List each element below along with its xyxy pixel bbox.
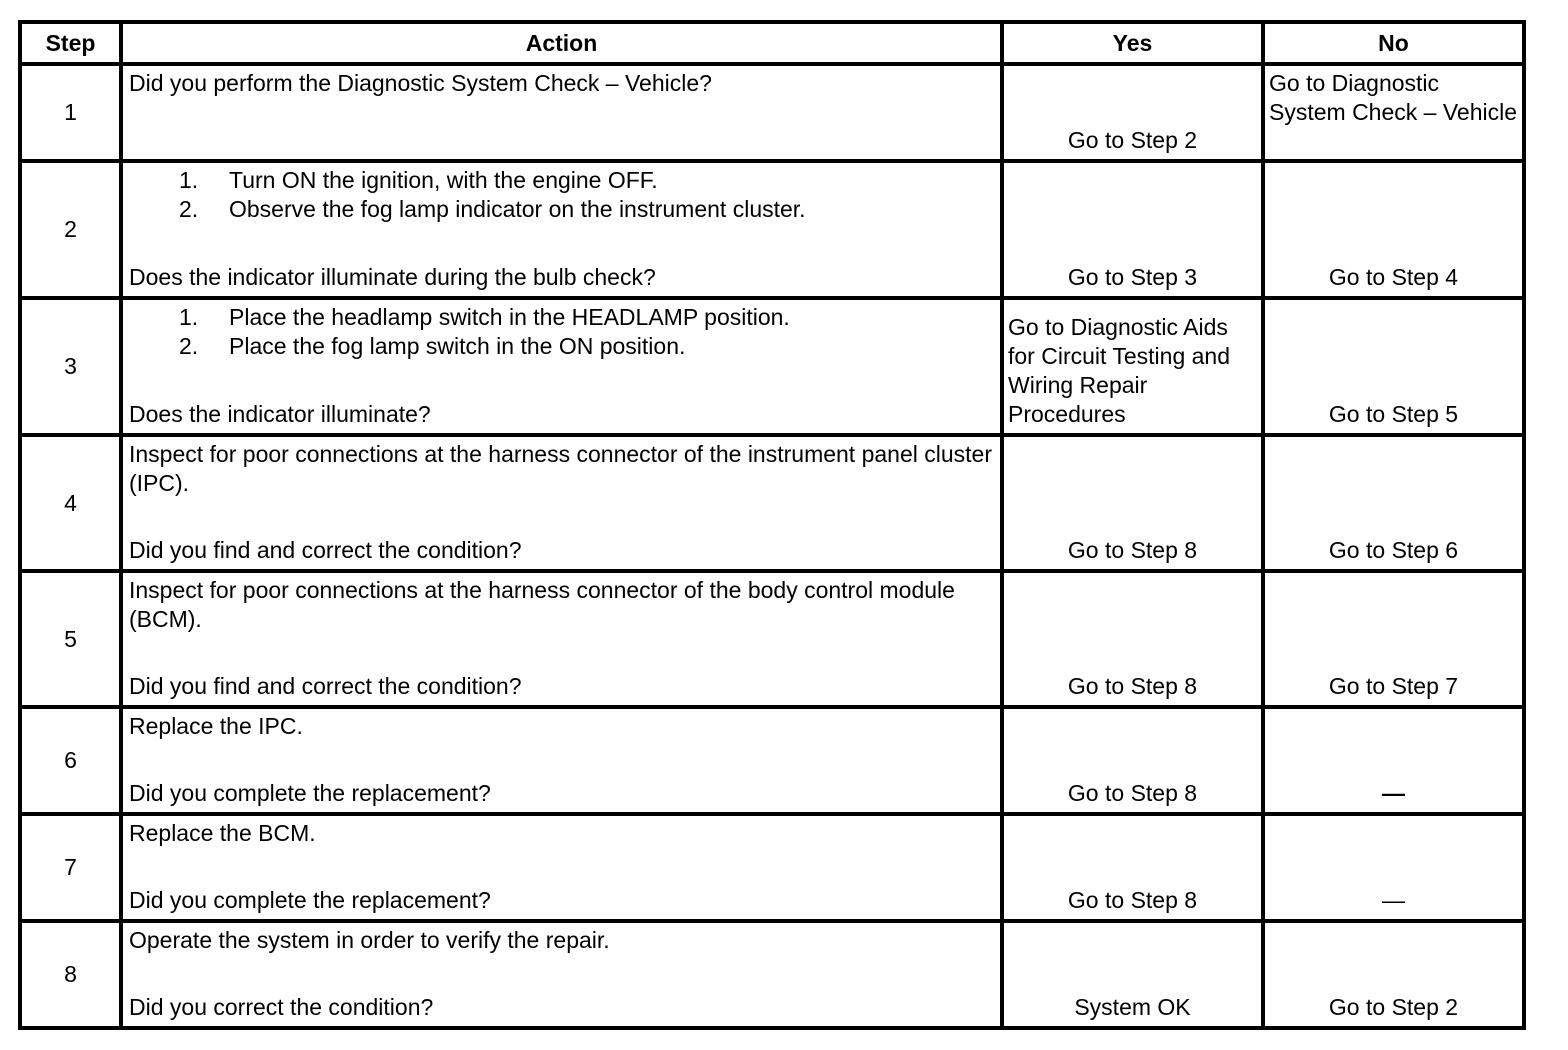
action-question: Does the indicator illuminate? — [129, 401, 431, 427]
action-list — [129, 303, 994, 361]
no-cell: Go to Step 4 — [1263, 161, 1524, 298]
list-text: Place the headlamp switch in the HEADLAMP position. — [229, 304, 790, 330]
list-item — [129, 303, 994, 332]
action-cell — [121, 571, 1002, 707]
no-cell: — — [1263, 707, 1524, 814]
header-yes: Yes — [1002, 22, 1263, 64]
action-question: Did you complete the replacement? — [129, 887, 491, 913]
yes-cell: Go to Step 8 — [1002, 435, 1263, 571]
diagnostic-table — [18, 20, 1526, 1030]
no-cell: Go to Step 6 — [1263, 435, 1524, 571]
yes-cell: System OK — [1002, 921, 1263, 1028]
header-step: Step — [20, 22, 121, 64]
action-cell — [121, 435, 1002, 571]
list-text: Observe the fog lamp indicator on the instrument cluster. — [229, 196, 806, 222]
list-item — [129, 166, 994, 195]
header-no: No — [1263, 22, 1524, 64]
table-row — [20, 298, 1524, 435]
header-row — [20, 22, 1524, 64]
action-cell — [121, 64, 1002, 161]
action-question: Did you find and correct the condition? — [129, 537, 522, 563]
step-number: 8 — [20, 921, 121, 1028]
step-number: 1 — [20, 64, 121, 161]
table-row — [20, 707, 1524, 814]
action-cell — [121, 707, 1002, 814]
action-cell — [121, 814, 1002, 921]
header-action: Action — [121, 22, 1002, 64]
action-cell — [121, 161, 1002, 298]
action-cell — [121, 298, 1002, 435]
table-row — [20, 921, 1524, 1028]
yes-cell: Go to Step 8 — [1002, 707, 1263, 814]
table-row — [20, 814, 1524, 921]
no-cell: Go to Diagnostic System Check – Vehicle — [1263, 64, 1524, 161]
yes-cell: Go to Step 8 — [1002, 571, 1263, 707]
step-number: 4 — [20, 435, 121, 571]
step-number: 7 — [20, 814, 121, 921]
action-text: Did you perform the Diagnostic System Check – Vehicle? — [129, 70, 712, 96]
no-cell: — — [1263, 814, 1524, 921]
action-text: Operate the system in order to verify the repair. — [129, 927, 610, 953]
action-text: Inspect for poor connections at the harness connector of the instrument panel cluster (IPC). — [129, 441, 992, 496]
list-number: 1. — [179, 304, 199, 330]
list-number: 2. — [179, 196, 199, 222]
list-number: 1. — [179, 167, 199, 193]
step-number: 2 — [20, 161, 121, 298]
action-question: Did you complete the replacement? — [129, 780, 491, 806]
yes-cell: Go to Diagnostic Aids for Circuit Testing and Wiring Repair Procedures — [1002, 298, 1263, 435]
action-question: Did you find and correct the condition? — [129, 673, 522, 699]
table-row — [20, 571, 1524, 707]
list-item — [129, 195, 994, 224]
list-text: Turn ON the ignition, with the engine OFF. — [229, 167, 658, 193]
action-question: Did you correct the condition? — [129, 994, 434, 1020]
action-list — [129, 166, 994, 224]
action-text: Inspect for poor connections at the harness connector of the body control module (BCM). — [129, 577, 955, 632]
yes-cell: Go to Step 8 — [1002, 814, 1263, 921]
action-text: Replace the BCM. — [129, 820, 316, 846]
yes-cell: Go to Step 2 — [1002, 64, 1263, 161]
list-number: 2. — [179, 333, 199, 359]
no-cell: Go to Step 2 — [1263, 921, 1524, 1028]
yes-cell: Go to Step 3 — [1002, 161, 1263, 298]
table-row — [20, 161, 1524, 298]
no-cell: Go to Step 5 — [1263, 298, 1524, 435]
list-text: Place the fog lamp switch in the ON position. — [229, 333, 686, 359]
table-row — [20, 435, 1524, 571]
step-number: 5 — [20, 571, 121, 707]
table-row — [20, 64, 1524, 161]
action-question: Does the indicator illuminate during the bulb check? — [129, 264, 656, 290]
step-number: 6 — [20, 707, 121, 814]
no-cell: Go to Step 7 — [1263, 571, 1524, 707]
action-text: Replace the IPC. — [129, 713, 303, 739]
list-item — [129, 332, 994, 361]
step-number: 3 — [20, 298, 121, 435]
action-cell — [121, 921, 1002, 1028]
